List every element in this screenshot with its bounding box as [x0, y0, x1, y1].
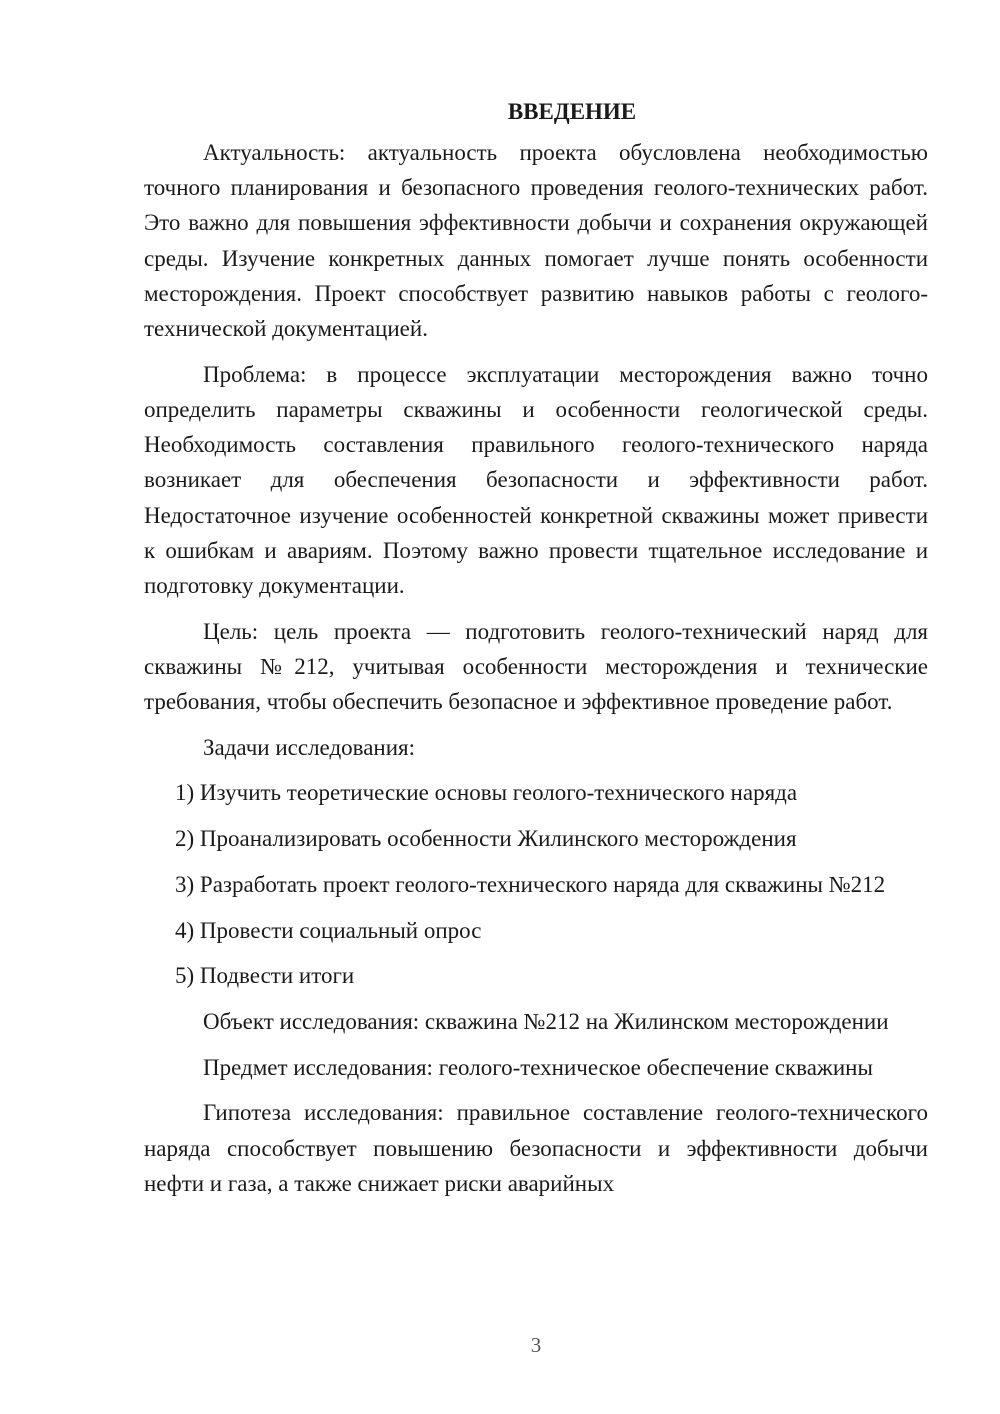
- paragraph-tasks-intro: Задачи исследования:: [203, 734, 416, 760]
- task-item-5: 5) Подвести итоги: [175, 963, 355, 989]
- paragraph-subject: Предмет исследования: геолого-техническое обеспечение скважины: [203, 1054, 873, 1080]
- page-number: 3: [530, 1333, 542, 1357]
- paragraph-problem: Проблема: в процессе эксплуатации месторождения важно точно определить параметры скважины и особенности геологической среды. Необходимость составления правильного геолого-технического наряда возникает для обеспечения безопасности и эффективности работ. Недостаточное изучение особенностей конкретной скважины может привести к ошибкам и авариям. Поэтому важно провести тщательное исследование и подготовку документации.: [144, 361, 928, 598]
- page-content: [144, 94, 928, 1211]
- task-item-4: 4) Провести социальный опрос: [175, 917, 482, 943]
- task-item-2: 2) Проанализировать особенности Жилинского месторождения: [175, 826, 797, 852]
- paragraph-hypothesis: Гипотеза исследования: правильное составление геолого-технического наряда способствует повышению безопасности и эффективности добычи нефти и газа, а также снижает риски аварийных: [144, 1100, 928, 1196]
- paragraph-goal: Цель: цель проекта — подготовить геолого-технический наряд для скважины №212, учитывая особенности месторождения и технические требования, чтобы обеспечить безопасное и эффективное проведение работ.: [144, 618, 928, 715]
- paragraph-object: Объект исследования: скважина №212 на Жилинском месторождении: [203, 1008, 889, 1034]
- task-item-1: 1) Изучить теоретические основы геолого-технического наряда: [175, 780, 798, 806]
- task-item-3: 3) Разработать проект геолого-технического наряда для скважины №212: [175, 871, 886, 897]
- paragraph-relevance: Актуальность: актуальность проекта обусловлена необходимостью точного планирования и безопасного проведения геолого-технических работ. Это важно для повышения эффективности добычи и сохранения окружающей среды. Изучение конкретных данных помогает лучше понять особенности месторождения. Проект способствует развитию навыков работы с геолого-технической документацией.: [144, 140, 928, 342]
- section-heading: ВВЕДЕНИЕ: [507, 99, 637, 124]
